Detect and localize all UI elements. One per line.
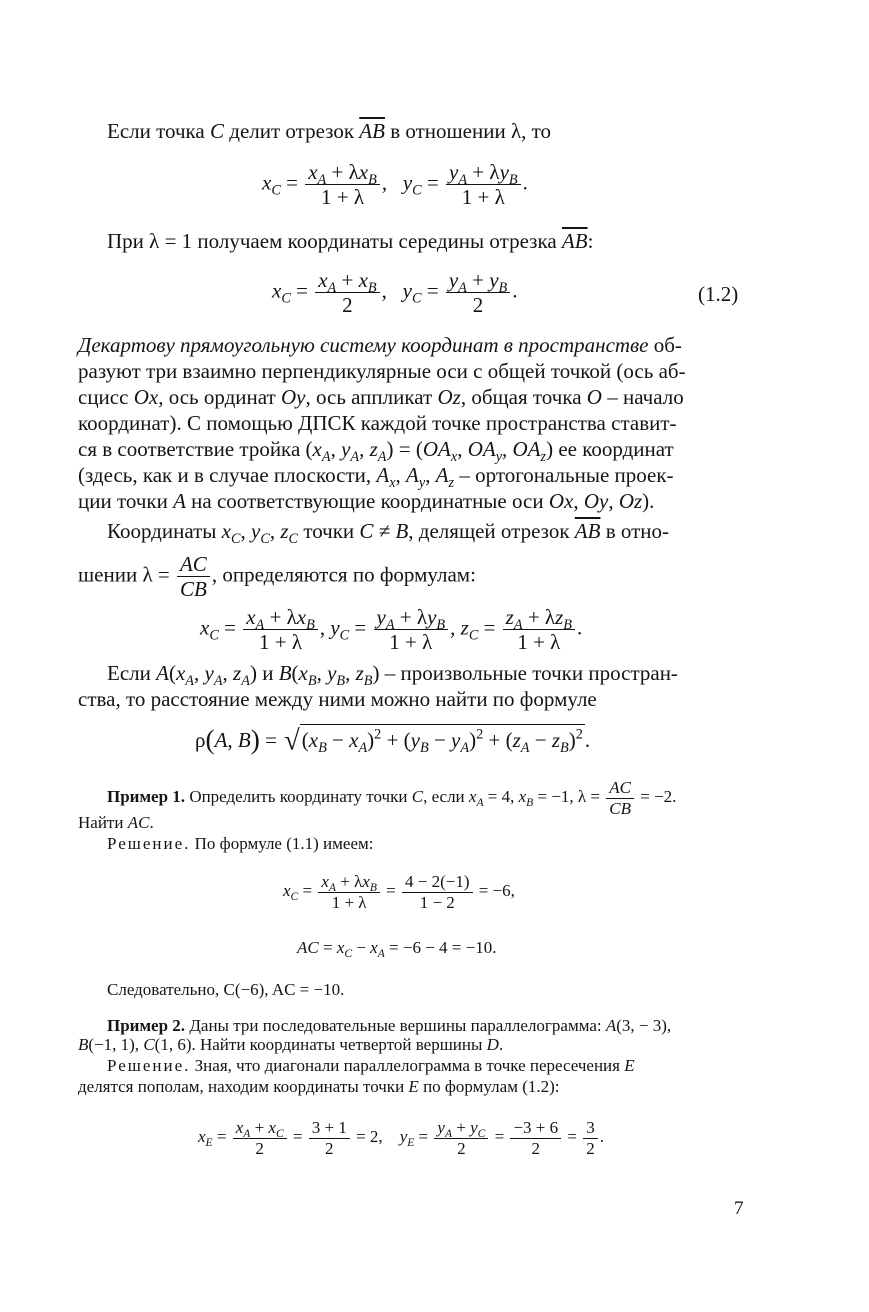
paragraph-cartesian-line4: координат). С помощью ДПСК каждой точке пространства ставит- xyxy=(78,411,677,435)
paragraph-midpoint: При λ = 1 получаем координаты середины отрезка $\overline{AB}$: xyxy=(107,229,594,253)
paragraph-cartesian-line1: Декартову прямоугольную систему координат в пространстве об- xyxy=(78,333,682,357)
example1-formula-xc: $x_C$ = $\frac{x_A + \lambda x_B}{1 + \lambda}$ = $\frac{4 - 2(-1)}{1 - 2}$ = −6, xyxy=(283,872,515,912)
paragraph-cartesian-line7: ции точки A на соответствующие координатные оси Ox, Oy, Oz). xyxy=(78,489,655,513)
example2-solution-line1: Решение. Зная, что диагонали параллелограмма в точке пересечения E xyxy=(107,1056,635,1075)
paragraph-cartesian-line3: сцисс Ox, ось ординат Oy, ось аппликат Oz, общая точка O – начало xyxy=(78,385,684,409)
formula-distance: ρ(A, $B) = √(x_B - x_A)^2 + (y_B - y_A)^2 + (z_A - z_B)^2$. xyxy=(195,724,591,757)
example2-statement-line1: Пример 2. Даны три последовательные вершины параллелограмма: A(3, − 3), xyxy=(107,1016,672,1035)
example1-formula-ac: AC = $x_C - x_A = -6 - 4 = -10$. xyxy=(297,938,497,961)
formula-midpoint: $x_C$ = $\frac{x_A + x_B}{2}$ , $y_C$ = $\frac{y_A + y_B}{2}$ . xyxy=(272,268,518,318)
paragraph-cartesian-line2: разуют три взаимно перпендикулярные оси с общей точкой (ось аб- xyxy=(78,359,686,383)
paragraph-distance-line2: ства, то расстояние между ними можно найти по формуле xyxy=(78,687,597,711)
example1-statement: Пример 1. Определить координату точки C, если $x_A = 4$, $x_B = -1$, λ = $\frac{AC}{CB}$ = −2. xyxy=(107,778,677,818)
formula-division-3d: $x_C$ = $\frac{x_A + \lambda x_B}{1 + \lambda}$ , $y_C$ = $\frac{y_A + \lambda y_B}{1 + \lambda}$ , $z_C$ = $\frac{z_A + \lambda z_B}{1 + \lambda}$ . xyxy=(200,605,583,655)
paragraph-cartesian-line5: ся в соответствие тройка ($x_A$, $y_A$, $z_A) = (OA_x$, $OA_y$, $OA_z$) ее координат xyxy=(78,437,674,465)
paragraph-distance-line1: Если $A(x_A$, $y_A$, $z_A$) и $B(x_B$, $y_B$, $z_B$) – произвольные точки простран- xyxy=(107,661,678,689)
paragraph-cartesian-line6: (здесь, как и в случае плоскости, $A_x$, $A_y$, $A_z$ – ортогональные проек- xyxy=(78,463,674,491)
page-number: 7 xyxy=(734,1198,744,1219)
paragraph-ratio-intro: Если точка C делит отрезок $\overline{AB}$ в отношении λ, то xyxy=(107,119,552,143)
example2-formula-e: $x_E$ = $\frac{x_A + x_C}{2}$ = $\frac{3 + 1}{2}$ = 2, $y_E$ = $\frac{y_A + y_C}{2}$ = $\frac{-3 + 6}{2}$ = $\frac{3}{2}$ . xyxy=(198,1118,604,1158)
example1-solution-intro: Решение. По формуле (1.1) имеем: xyxy=(107,834,374,853)
example2-statement-line2: B(−1, 1), C(1, 6). Найти координаты четвертой вершины D. xyxy=(78,1035,504,1054)
equation-number: (1.2) xyxy=(698,282,739,306)
example2-solution-line2: делятся пополам, находим координаты точки E по формулам (1.2): xyxy=(78,1077,560,1096)
paragraph-division-3d-line1: Координаты $x_C$, $y_C$, $z_C$ точки C ≠ B, делящей отрезок $\overline{AB}$ в отно- xyxy=(107,519,669,547)
formula-division-2d: $x_C$ = $\frac{x_A + \lambda x_B}{1 + \lambda}$ , $y_C$ = $\frac{y_A + \lambda y_B}{1 + \lambda}$ . xyxy=(262,160,528,210)
paragraph-division-3d-line2: шении λ = $\frac{AC}{CB}$ , определяются по формулам: xyxy=(78,552,476,602)
example1-conclusion: Следовательно, C(−6), AC = −10. xyxy=(107,980,345,999)
example1-find: Найти AC. xyxy=(78,813,154,832)
